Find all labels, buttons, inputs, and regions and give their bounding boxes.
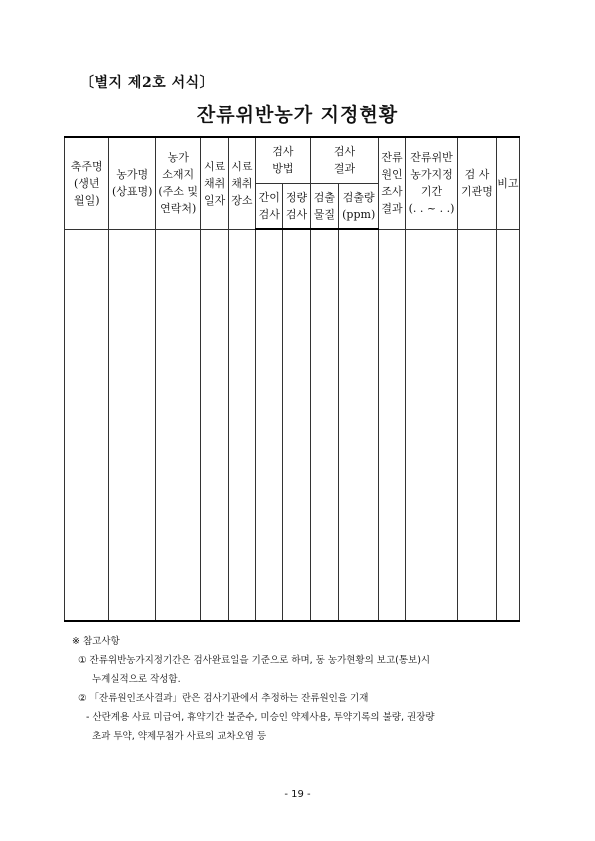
page-number: - 19 -: [284, 789, 311, 800]
header-test-result: 검사 결과: [310, 137, 379, 183]
header-quant-test: 정량 검사: [283, 183, 310, 229]
table-cell: [201, 229, 228, 621]
reference-notes: [72, 632, 542, 746]
note-1: ① 잔류위반농가지정기간은 검사완료일을 기준으로 하며, 동 농가현황의 보고(통보)시: [78, 655, 431, 666]
note-2-detail-continued: 초과 투약, 약제무첨가 사료의 교차오염 등: [92, 731, 267, 742]
note-1-continued: 누계실적으로 작성함.: [92, 674, 181, 685]
table-cell: [256, 229, 283, 621]
note-2-detail: - 산란계용 사료 미급여, 휴약기간 불준수, 미승인 약제사용, 투약기록의 불량, 권장량: [86, 712, 435, 723]
table-cell: [338, 229, 378, 621]
table-cell: [228, 229, 255, 621]
note-2: ② 「잔류원인조사결과」란은 검사기관에서 추정하는 잔류원인을 기재: [78, 693, 369, 704]
header-detected-amount: 검출량 (ppm): [338, 183, 378, 229]
header-test-method: 검사 방법: [256, 137, 311, 183]
header-test-agency: 검 사 기관명: [458, 137, 496, 229]
table-cell: [155, 229, 200, 621]
table-cell: [496, 229, 519, 621]
form-number-label: 〔별지 제2호 서식〕: [80, 75, 215, 91]
header-cause-result: 잔류 원인 조사 결과: [379, 137, 405, 229]
table-cell: [405, 229, 458, 621]
table-cell: [65, 229, 109, 621]
document-title: 잔류위반농가 지정현황: [196, 104, 399, 126]
table-cell: [310, 229, 338, 621]
header-designation-period: 잔류위반 농가지정 기간 (. . ~ . .): [405, 137, 458, 229]
table-cell: [283, 229, 310, 621]
header-farm-location: 농가 소재지 (주소 및 연락처): [155, 137, 200, 229]
table-cell: [458, 229, 496, 621]
table-cell: [109, 229, 156, 621]
notes-heading: ※ 참고사항: [72, 636, 120, 647]
registration-table: [64, 136, 520, 622]
header-detected-substance: 검출 물질: [310, 183, 338, 229]
header-sample-date: 시료 채취 일자: [201, 137, 228, 229]
header-simple-test: 간이 검사: [256, 183, 283, 229]
header-owner: 축주명 (생년 월일): [65, 137, 109, 229]
header-farm-name: 농가명 (상표명): [109, 137, 156, 229]
header-sample-place: 시료 채취 장소: [228, 137, 255, 229]
header-remarks: 비고: [496, 137, 519, 229]
table-row: [65, 229, 520, 621]
table-cell: [379, 229, 405, 621]
